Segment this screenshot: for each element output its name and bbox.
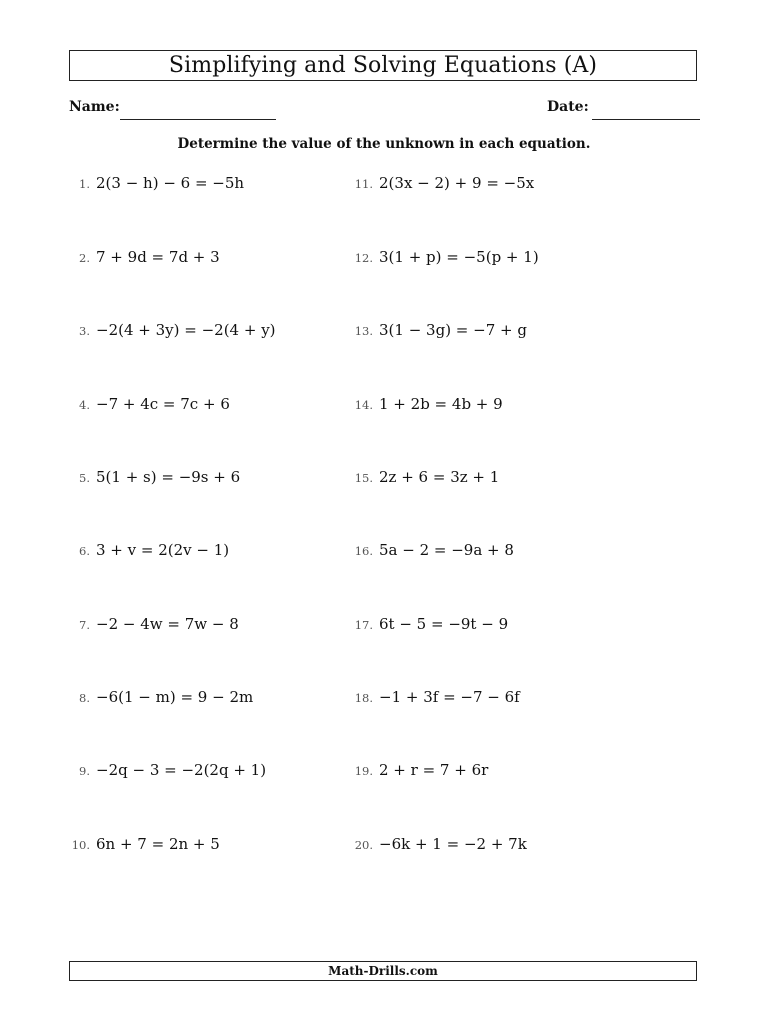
problem-item xyxy=(62,615,239,639)
problem-expression: −2 − 4w = 7w − 8 xyxy=(96,615,239,633)
problem-item xyxy=(62,541,229,565)
problem-item xyxy=(62,395,230,419)
problem-item xyxy=(62,835,220,859)
problem-expression: 2z + 6 = 3z + 1 xyxy=(379,468,500,486)
problem-number: 9. xyxy=(79,764,90,778)
problem-number: 1. xyxy=(79,177,90,191)
problem-number: 5. xyxy=(79,471,90,485)
problem-item xyxy=(345,615,508,639)
date-label: Date: xyxy=(547,99,589,115)
problem-expression: −2q − 3 = −2(2q + 1) xyxy=(96,761,267,779)
problem-expression: 1 + 2b = 4b + 9 xyxy=(379,395,503,413)
problem-item xyxy=(345,174,534,198)
problem-expression: −2(4 + 3y) = −2(4 + y) xyxy=(96,321,276,339)
footer-box xyxy=(69,961,697,981)
problem-number: 13. xyxy=(354,324,373,338)
problem-item xyxy=(62,468,240,492)
problem-expression: 7 + 9d = 7d + 3 xyxy=(96,248,220,266)
problem-expression: 6t − 5 = −9t − 9 xyxy=(379,615,509,633)
problem-item xyxy=(62,248,220,272)
problem-item xyxy=(345,688,520,712)
problem-item xyxy=(62,174,244,198)
problem-number: 7. xyxy=(79,618,90,632)
problem-expression: 3(1 − 3g) = −7 + g xyxy=(379,321,527,339)
problem-number: 14. xyxy=(354,398,373,412)
name-field-line[interactable] xyxy=(120,119,276,120)
problem-expression: −1 + 3f = −7 − 6f xyxy=(379,688,520,706)
problem-item xyxy=(345,321,527,345)
problem-expression: 6n + 7 = 2n + 5 xyxy=(96,835,220,853)
problem-number: 17. xyxy=(354,618,373,632)
name-label: Name: xyxy=(69,99,120,115)
problem-number: 16. xyxy=(354,544,373,558)
instructions: Determine the value of the unknown in each equation. xyxy=(177,136,591,152)
problem-number: 15. xyxy=(354,471,373,485)
problem-item xyxy=(345,761,488,785)
problem-expression: 2 + r = 7 + 6r xyxy=(379,761,489,779)
problem-expression: 3 + v = 2(2v − 1) xyxy=(96,541,230,559)
problem-number: 10. xyxy=(71,838,90,852)
problem-item xyxy=(345,248,539,272)
problem-number: 18. xyxy=(354,691,373,705)
problem-expression: 5a − 2 = −9a + 8 xyxy=(379,541,514,559)
problem-item xyxy=(345,541,514,565)
problem-number: 3. xyxy=(79,324,90,338)
problem-number: 2. xyxy=(79,251,90,265)
problem-item xyxy=(62,761,266,785)
worksheet-title: Simplifying and Solving Equations (A) xyxy=(168,53,598,78)
worksheet-title-box xyxy=(69,50,697,81)
problem-item xyxy=(62,688,253,712)
problem-number: 6. xyxy=(79,544,90,558)
problem-expression: 5(1 + s) = −9s + 6 xyxy=(96,468,241,486)
problem-number: 11. xyxy=(354,177,373,191)
problem-expression: 2(3x − 2) + 9 = −5x xyxy=(379,174,535,192)
problem-item xyxy=(345,835,527,859)
problem-item xyxy=(345,468,499,492)
date-field-line[interactable] xyxy=(592,119,700,120)
problem-number: 12. xyxy=(354,251,373,265)
problem-number: 20. xyxy=(354,838,373,852)
footer-source: Math-Drills.com xyxy=(328,964,438,978)
problem-item xyxy=(345,395,503,419)
problem-expression: 2(3 − h) − 6 = −5h xyxy=(96,174,245,192)
problem-expression: −6k + 1 = −2 + 7k xyxy=(379,835,527,853)
problem-item xyxy=(62,321,276,345)
problem-expression: −7 + 4c = 7c + 6 xyxy=(96,395,230,413)
problem-number: 4. xyxy=(79,398,90,412)
problem-number: 19. xyxy=(354,764,373,778)
problem-expression: −6(1 − m) = 9 − 2m xyxy=(96,688,254,706)
problem-number: 8. xyxy=(79,691,90,705)
problem-expression: 3(1 + p) = −5(p + 1) xyxy=(379,248,539,266)
